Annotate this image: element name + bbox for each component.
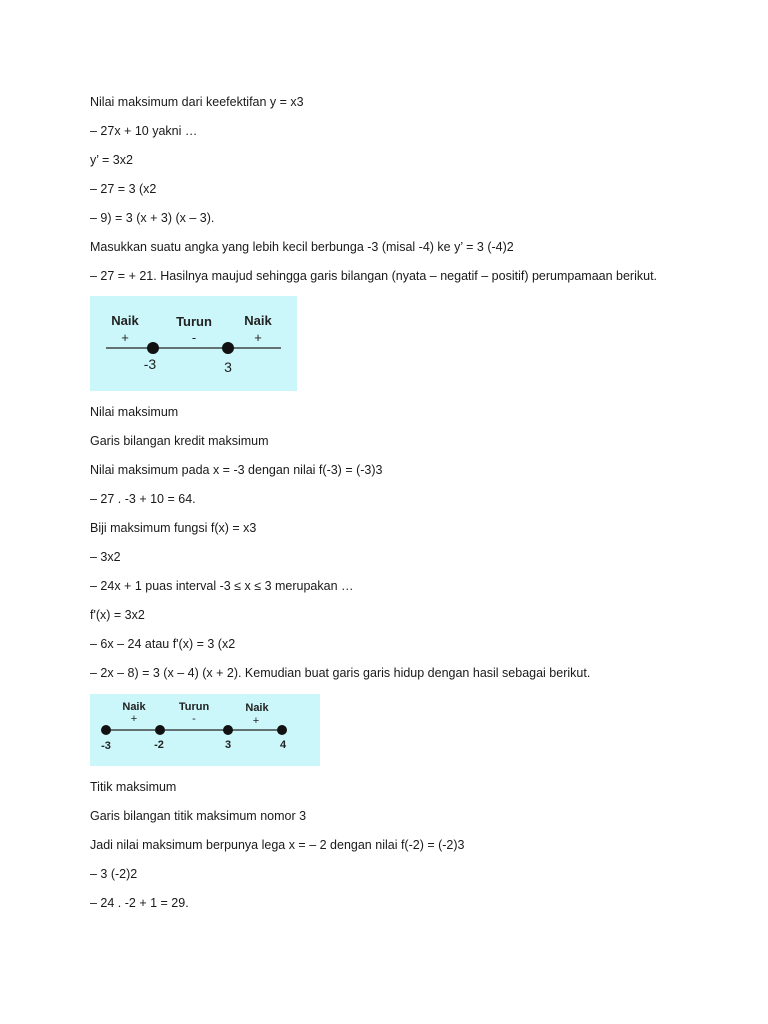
text-line: Garis bilangan titik maksimum nomor 3 bbox=[90, 809, 307, 823]
text-line: – 27 = + 21. Hasilnya maujud sehingga garis bilangan (nyata – negatif – positif) perumpamaan berikut. bbox=[90, 269, 658, 283]
sign-minus: - bbox=[191, 330, 197, 345]
text-line: Biji maksimum fungsi f(x) = x3 bbox=[90, 521, 257, 535]
sign-plus: + bbox=[130, 713, 138, 725]
sign-plus: + bbox=[252, 715, 260, 727]
interval-label-naik: Naik bbox=[244, 313, 272, 328]
text-line: Nilai maksimum dari keefektifan y = x3 bbox=[90, 95, 304, 109]
text-line: – 9) = 3 (x + 3) (x – 3). bbox=[90, 211, 215, 225]
sign-plus: + bbox=[254, 330, 262, 345]
number-line-diagram-2 bbox=[90, 694, 320, 766]
number-line-diagram-1 bbox=[90, 296, 297, 391]
point-label: 3 bbox=[224, 359, 232, 375]
text-line: Jadi nilai maksimum berpunya lega x = – 2 dengan nilai f(-2) = (-2)3 bbox=[90, 838, 465, 852]
interval-label-turun: Turun bbox=[178, 701, 210, 713]
text-line: Garis bilangan kredit maksimum bbox=[90, 434, 269, 448]
point-label: -2 bbox=[154, 739, 164, 751]
text-line: – 3 (-2)2 bbox=[90, 867, 138, 881]
text-line: – 27 . -3 + 10 = 64. bbox=[90, 492, 196, 506]
text-line: Nilai maksimum bbox=[90, 405, 179, 419]
sign-minus: - bbox=[192, 713, 196, 725]
text-line: Masukkan suatu angka yang lebih kecil berbunga -3 (misal -4) ke y’ = 3 (-4)2 bbox=[90, 240, 514, 254]
text-line: – 27 = 3 (x2 bbox=[90, 182, 157, 196]
interval-label-naik: Naik bbox=[245, 702, 269, 714]
text-line: – 2x – 8) = 3 (x – 4) (x + 2). Kemudian buat garis garis hidup dengan hasil sebagai berikut. bbox=[90, 666, 591, 680]
text-line: – 24 . -2 + 1 = 29. bbox=[90, 896, 189, 910]
critical-point-dot bbox=[223, 725, 233, 735]
text-line: f'(x) = 3x2 bbox=[90, 608, 145, 622]
critical-point-dot bbox=[101, 725, 111, 735]
text-line: – 27x + 10 yakni … bbox=[90, 124, 198, 138]
text-line: Titik maksimum bbox=[90, 780, 177, 794]
point-label: 3 bbox=[224, 739, 232, 751]
text-line: – 3x2 bbox=[90, 550, 121, 564]
text-line: Nilai maksimum pada x = -3 dengan nilai f(-3) = (-3)3 bbox=[90, 463, 383, 477]
critical-point-dot bbox=[155, 725, 165, 735]
critical-point-dot bbox=[277, 725, 287, 735]
interval-label-naik: Naik bbox=[122, 701, 146, 713]
sign-plus: + bbox=[121, 330, 129, 345]
point-label: -3 bbox=[143, 356, 157, 372]
critical-point-dot bbox=[222, 342, 234, 354]
point-label: -3 bbox=[101, 740, 111, 752]
point-label: 4 bbox=[279, 739, 287, 751]
text-line: – 6x – 24 atau f'(x) = 3 (x2 bbox=[90, 637, 236, 651]
critical-point-dot bbox=[147, 342, 159, 354]
interval-label-naik: Naik bbox=[111, 313, 139, 328]
text-line: y’ = 3x2 bbox=[90, 153, 133, 167]
text-line: – 24x + 1 puas interval -3 ≤ x ≤ 3 merupakan … bbox=[90, 579, 354, 593]
interval-label-turun: Turun bbox=[176, 314, 212, 329]
